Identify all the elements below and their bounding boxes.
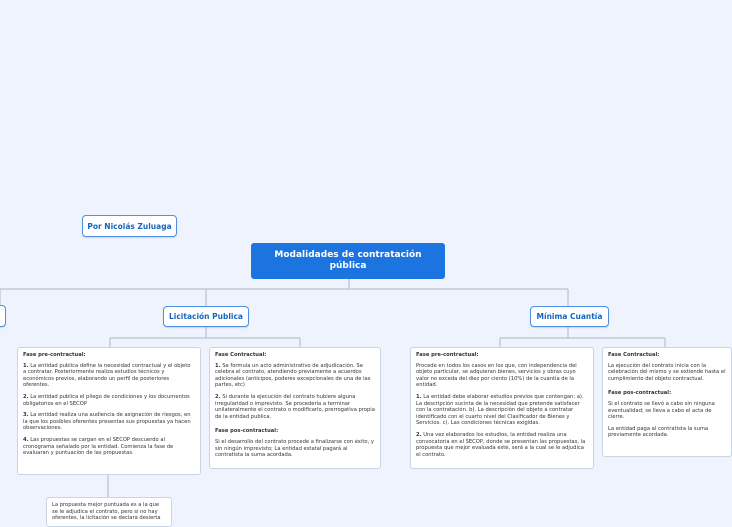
intro-text: Procede en todos los casos en los que, con independencia del objeto particular, se adquieran bienes, servicios y obras cuyo valor no exceda del diez por ciento (10%) de la cuantía de la entidad. — [416, 362, 577, 389]
list-item: 2. Una vez elaborados los estudios, la entidad realiza una convocatoria en el SECOP, donde se presentan las propuestas, la propuesta que mejor evaluada esté, será a la cual se le adjudica el contrato. — [416, 431, 586, 458]
list-item: 2. Si durante la ejecución del contrato hubiere alguna irregularidad o imprevisto. Se procedería a terminar unilateralmente el contrato o modificarlo, prerrogativa propia de la entidad publica. — [215, 393, 375, 420]
list-item: 1. La entidad publica define la necesidad contractual y el objeto a contratar. Posteriormente realiza estudios técnicos y económicos previos, elaborando un perfil de posteriores oferentes. — [23, 362, 191, 389]
list-item: 2. La entidad publica el pliego de condiciones y los documentos obligatorios en el SECOP — [23, 393, 190, 407]
postcontractual-title: Fase pos-contractual: — [608, 390, 672, 397]
card-title: Fase pre-contractual: — [23, 352, 86, 358]
card-title: Fase pre-contractual: — [416, 352, 479, 358]
branch-minima-cuantia: Mínima Cuantía — [530, 306, 609, 327]
licitacion-note-card: La propuesta mejor puntuada es a la que se le adjudica el contrato, pero si no hay oferentes, la licitación se declara desierta — [46, 497, 172, 527]
minima-contractual-card — [602, 347, 732, 457]
list-item: 4. Las propuestas se cargan en el SECOP descuerdo al cronograma señalado por la entidad. Comienza la fase de evaluaran y puntuación de las propuestas. — [23, 436, 174, 457]
central-topic: Modalidades de contratación pública — [251, 243, 445, 279]
minima-precontractual-card — [410, 347, 594, 469]
list-item: 1. La entidad debe elaborar estudios previos que contengan: a). La descripción sucinta de la necesidad que pretende satisfacer con la contratación. b). La descripción del objeto a contratar identificado con el cuarto nivel del Clasificador de Bienes y Servicios. c). Las condiciones técnicas exigidas. — [416, 393, 584, 427]
list-item: 1. Se formula un acto administrativo de adjudicación. Se celebra el contrato, atendiendo previamente a acuerdos adicionales (anticipos, poderes excepcionales de una de las partes, etc) — [215, 362, 371, 389]
contractual-text: La ejecución del contrato inicia con la celebración del mismo y se extiende hasta el cumplimiento del objeto contractual. — [608, 362, 726, 382]
author-label: Por Nicolás Zuluaga — [82, 215, 177, 237]
postcontractual-text: La entidad paga al contratista la suma previamente acordada. — [608, 425, 709, 439]
licitacion-precontractual-card — [17, 347, 201, 475]
card-title: Fase Contractual: — [215, 352, 267, 358]
list-item: 3. La entidad realiza una audiencia de asignación de riesgos, en la que los posibles oferentes presentas sus propuestas ya hacen observaciones. — [23, 412, 191, 432]
postcontractual-text: Si el contrato se llevó a cabo sin ninguna eventualidad; se lleva a cabo el acta de cierre. — [608, 400, 715, 421]
postcontractual-title: Fase pos-contractual: — [215, 428, 279, 435]
postcontractual-text: Si el desarrollo del contrato procede a finalizarse con éxito, y sin ningún imprevisto; La entidad estatal pagará al contratista la suma acordada. — [215, 438, 374, 459]
card-title: Fase Contractual: — [608, 352, 660, 358]
branch-licitacion-publica: Licitación Publica — [163, 306, 249, 327]
licitacion-contractual-card — [209, 347, 381, 469]
branch-left-offscreen — [0, 305, 6, 327]
